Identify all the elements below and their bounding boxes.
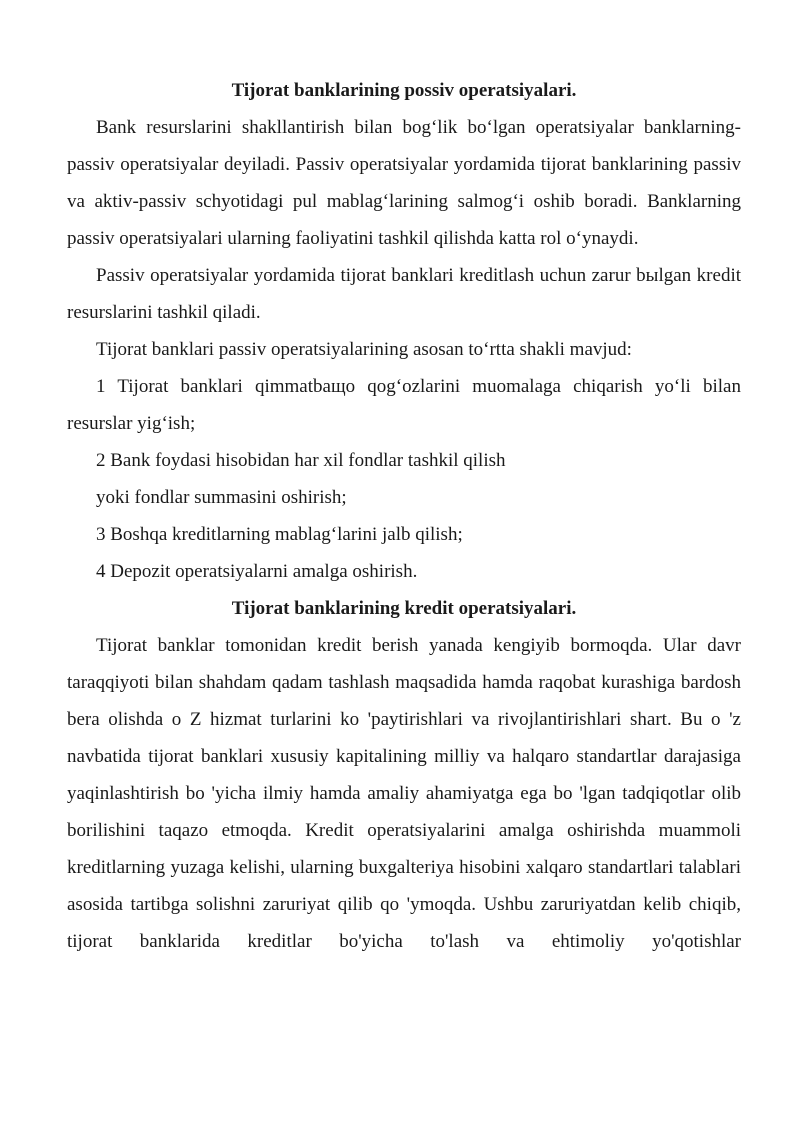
paragraph-passive-definition: Bank resurslarini shakllantirish bilan bog‘lik bo‘lgan operatsiyalar banklarning- passiv operatsiyalar deyiladi. Passiv operatsiyalar yordamida tijorat banklarining passiv va aktiv-passiv schyotidagi pul mablag‘larining salmog‘i oshib boradi. Banklarning passiv operatsiyalari ularning faoliyatini tashkil qilishda katta rol o‘ynaydi. (67, 117, 741, 249)
section-title-passive: Tijorat banklarining possiv operatsiyalari. (231, 80, 577, 101)
list-item-1: 1 Tijorat banklari qimmatbaщo qog‘ozlarini muomalaga chiqarish yo‘li bilan resurslar yig‘ish; (67, 376, 741, 434)
paragraph-passive-forms-intro: Tijorat banklari passiv operatsiyalarining asosan to‘rtta shakli mavjud: (96, 339, 632, 360)
list-item-2-line-2: yoki fondlar summasini oshirish; (96, 487, 347, 508)
list-item-3: 3 Boshqa kreditlarning mablag‘larini jalb qilish; (96, 524, 463, 545)
paragraph-passive-credit-resources: Passiv operatsiyalar yordamida tijorat banklari kreditlash uchun zarur bыlgan kredit resurslarini tashkil qiladi. (67, 265, 741, 323)
document-page (67, 72, 741, 960)
list-item-2-line-1: 2 Bank foydasi hisobidan har xil fondlar tashkil qilish (96, 450, 506, 471)
paragraph-credit-operations: Tijorat banklar tomonidan kredit berish yanada kengiyib bormoqda. Ular davr taraqqiyoti bilan shahdam qadam tashlash maqsadida hamda raqobat kurashiga bardosh bera olishda o Z hizmat turlarini ko 'paytirishlari va rivojlantirishlari shart. Bu o 'z navbatida tijorat banklari xususiy kapitalining milliy va halqaro standartlar darajasiga yaqinlashtirish bo 'yicha ilmiy hamda amaliy ahamiyatga ega bo 'lgan tadqiqotlar olib borilishini taqazo etmoqda. Kredit operatsiyalarini amalga oshirishda muammoli kreditlarning yuzaga kelishi, ularning buxgalteriya hisobini xalqaro standartlari talablari asosida tartibga solishni zaruriyat qilib qo 'ymoqda. Ushbu zaruriyatdan kelib chiqib, tijorat banklarida kreditlar bo'yicha to'lash va ehtimoliy yo'qotishlar (67, 635, 741, 952)
section-title-credit: Tijorat banklarining kredit operatsiyalari. (231, 598, 577, 619)
list-item-4: 4 Depozit operatsiyalarni amalga oshirish. (96, 561, 418, 582)
